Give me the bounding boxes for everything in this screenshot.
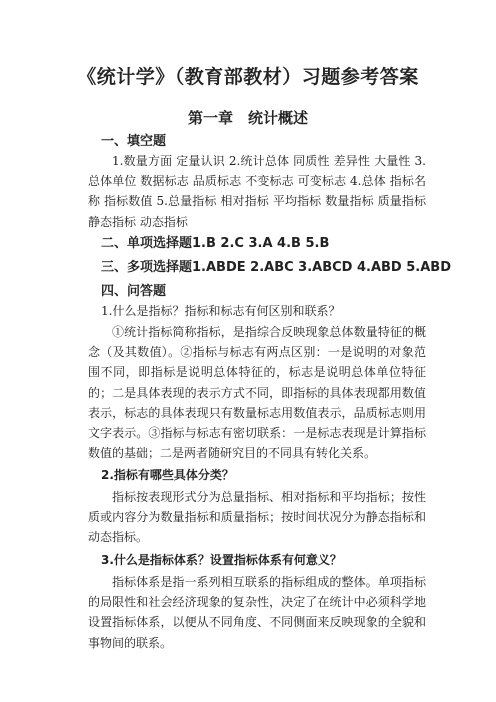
question-2: 2.指标有哪些具体分类？ [101, 468, 234, 482]
answer-2: 指标按表现形式分为总量指标、相对指标和平均指标；按性质或内容分为数量指标和质量指标；按时间状况分为静态指标和动态指标。 [88, 490, 426, 545]
section-heading-qa: 四、问答题 [101, 284, 167, 299]
multiple-choice-answers: 三、多项选择题1.ABDE 2.ABC 3.ABCD 4.ABD 5.ABD [101, 260, 451, 275]
fill-in-answers: 1.数量方面 定量认识 2.统计总体 同质性 差异性 大量性 3.总体单位 数据标志 品质标志 不变标志 可变标志 4.总体 指标名称 指标数值 5.总量指标 相对指标 平均指标 数量指标 质量指标 静态指标 动态指标 [88, 154, 426, 229]
single-choice-answers: 二、单项选择题1.B 2.C 3.A 4.B 5.B [101, 236, 330, 251]
question-1: 1.什么是指标？指标和标志有何区别和联系？ [101, 304, 341, 318]
chapter-heading: 第一章 统计概述 [187, 109, 308, 127]
answer-1: ①统计指标简称指标，是指综合反映现象总体数量特征的概念（及其数值）。②指标与标志有两点区别：一是说明的对象范围不同，即指标是说明总体特征的，标志是说明总体单位特征的；二是具体表现的表示方式不同，即指标的具体表现都用数值表示，标志的具体表现只有数量标志用数值表示，品质标志则用文字表示。③指标与标志有密切联系：一是标志表现是计算指标数值的基础；二是两者随研究目的不同具有转化关系。 [88, 325, 426, 461]
answer-3: 指标体系是指一系列相互联系的指标组成的整体。单项指标的局限性和社会经济现象的复杂性，决定了在统计中必须科学地设置指标体系，以便从不同角度、不同侧面来反映现象的全貌和事物间的联系。 [88, 575, 426, 650]
section-heading-fill-in: 一、填空题 [101, 134, 167, 149]
document-title: 《统计学》（教育部教材）习题参考答案 [77, 66, 419, 88]
question-3: 3.什么是指标体系？设置指标体系有何意义？ [101, 553, 342, 567]
